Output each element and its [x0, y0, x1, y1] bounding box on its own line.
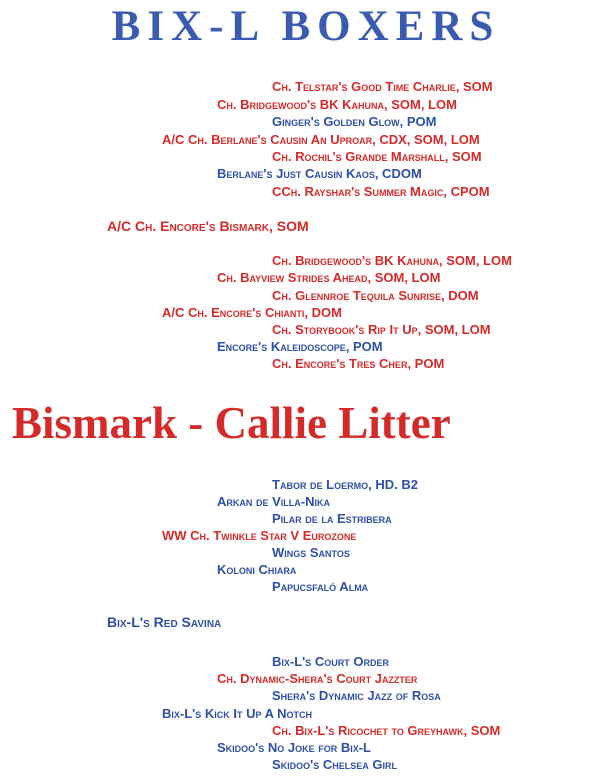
pedigree-entry: Encore's Kaleidoscope, POM — [217, 339, 383, 354]
pedigree-entry: Koloni Chiara — [217, 562, 297, 577]
pedigree-entry: Shera's Dynamic Jazz of Rosa — [272, 688, 441, 703]
pedigree-entry: Pilar de la Estribera — [272, 511, 392, 526]
pedigree-entry: Ch. Storybook's Rip It Up, SOM, LOM — [272, 322, 491, 337]
pedigree-entry: Skidoo's Chelsea Girl — [272, 757, 397, 772]
pedigree-entry: Ch. Glennroe Tequila Sunrise, DOM — [272, 288, 479, 303]
pedigree-entry: Tabor de Loermo, HD. B2 — [272, 477, 418, 492]
pedigree-entry: Ch. Telstar's Good Time Charlie, SOM — [272, 79, 493, 94]
dam-name: Bix-L's Red Savina — [107, 614, 222, 630]
pedigree-entry: Ch. Dynamic-Shera's Court Jazzter — [217, 671, 418, 686]
pedigree-entry: WW Ch. Twinkle Star V Eurozone — [162, 528, 357, 543]
pedigree-entry: Wings Santos — [272, 545, 350, 560]
pedigree-entry: Ch. Bridgewood's BK Kahuna, SOM, LOM — [217, 97, 457, 112]
pedigree-entry: Arkan de Villa-Nika — [217, 494, 330, 509]
pedigree-entry: Berlane's Just Causin Kaos, CDOM — [217, 166, 422, 181]
pedigree-entry: Bix-L's Court Order — [272, 654, 389, 669]
pedigree-entry: Ch. Bayview Strides Ahead, SOM, LOM — [217, 270, 441, 285]
pedigree-entry: Papucsfaló Alma — [272, 579, 369, 594]
pedigree-entry: Ch. Bridgewood's BK Kahuna, SOM, LOM — [272, 253, 512, 268]
sire-name: A/C Ch. Encore's Bismark, SOM — [107, 218, 309, 234]
pedigree-entry: Skidoo's No Joke for Bix-L — [217, 740, 371, 755]
pedigree-entry: A/C Ch. Encore's Chianti, DOM — [162, 305, 342, 320]
pedigree-entry: A/C Ch. Berlane's Causin An Uproar, CDX, SOM, LOM — [162, 132, 480, 147]
pedigree-entry: Ch. Encore's Tres Cher, POM — [272, 356, 445, 371]
pedigree-entry: Ch. Rochil's Grande Marshall, SOM — [272, 149, 482, 164]
litter-title: Bismark - Callie Litter — [12, 398, 451, 448]
kennel-title: BIX-L BOXERS — [111, 3, 501, 50]
pedigree-entry: Ch. Bix-L's Ricochet to Greyhawk, SOM — [272, 723, 501, 738]
pedigree-entry: Bix-L's Kick It Up A Notch — [162, 706, 313, 721]
pedigree-entry: Ginger's Golden Glow, POM — [272, 114, 437, 129]
pedigree-entry: CCh. Rayshar's Summer Magic, CPOM — [272, 184, 490, 199]
